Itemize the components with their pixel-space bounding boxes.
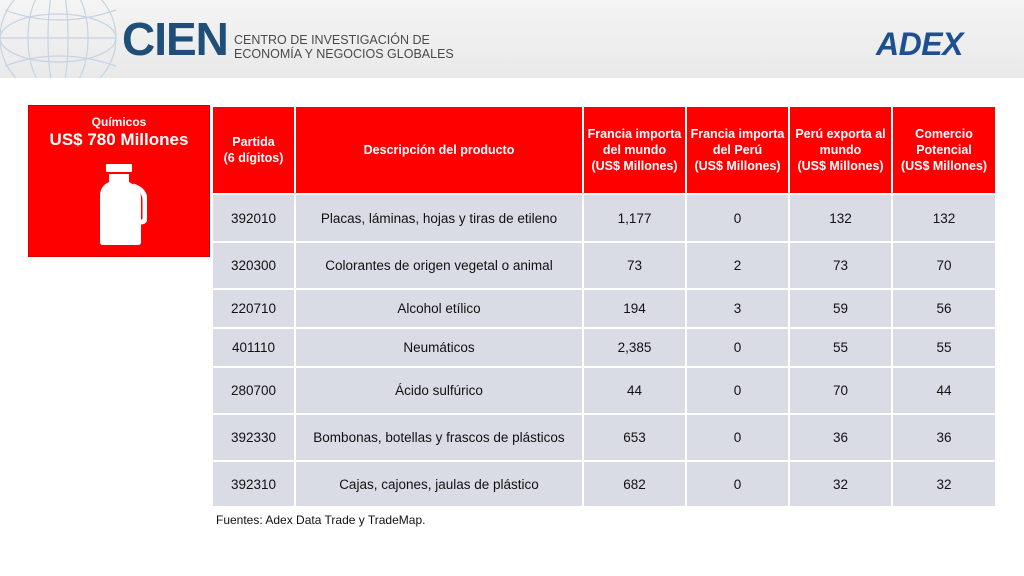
cell-peru-mundo: 70: [789, 367, 892, 414]
cell-francia-mundo: 1,177: [583, 194, 686, 242]
header-peru-mundo-line2: mundo: [819, 143, 862, 157]
cell-partida: 392010: [212, 194, 295, 242]
header-descripcion: [295, 106, 583, 194]
table-row: [212, 328, 996, 367]
table-row: [212, 461, 996, 507]
cell-partida: 320300: [212, 242, 295, 289]
cell-francia-peru: 2: [686, 242, 789, 289]
cell-descripcion: Cajas, cajones, jaulas de plástico: [295, 461, 583, 507]
cien-subtitle: [234, 33, 454, 61]
header-comercio-line3: (US$ Millones): [900, 159, 988, 173]
cell-descripcion: Neumáticos: [295, 328, 583, 367]
cien-subtitle-line2: ECONOMÍA Y NEGOCIOS GLOBALES: [234, 47, 454, 61]
cell-francia-peru: 0: [686, 414, 789, 461]
cell-descripcion: Alcohol etílico: [295, 289, 583, 328]
cell-francia-mundo: 653: [583, 414, 686, 461]
source-note: Fuentes: Adex Data Trade y TradeMap.: [216, 513, 426, 527]
cell-comercio: 132: [892, 194, 996, 242]
table-header-row: [212, 106, 996, 194]
header-francia-peru-line3: (US$ Millones): [694, 159, 781, 173]
cell-descripcion: Colorantes de origen vegetal o animal: [295, 242, 583, 289]
cien-logo: CIEN: [122, 13, 228, 65]
header-peru-mundo-line3: (US$ Millones): [797, 159, 884, 173]
table-row: [212, 242, 996, 289]
cell-peru-mundo: 73: [789, 242, 892, 289]
cell-francia-peru: 0: [686, 328, 789, 367]
header-francia-mundo-line1: Francia importa: [587, 127, 682, 141]
header-francia-mundo-line3: (US$ Millones): [591, 159, 678, 173]
sector-card: [28, 105, 210, 257]
cell-peru-mundo: 32: [789, 461, 892, 507]
header-peru-mundo: [789, 106, 892, 194]
header-francia-peru-line1: Francia importa: [690, 127, 785, 141]
table-row: [212, 414, 996, 461]
product-table: [211, 105, 997, 508]
sector-title: Químicos: [91, 115, 147, 129]
table-row: [212, 289, 996, 328]
cell-peru-mundo: 36: [789, 414, 892, 461]
header-francia-mundo-line2: del mundo: [602, 143, 667, 157]
cell-comercio: 36: [892, 414, 996, 461]
cell-francia-peru: 3: [686, 289, 789, 328]
cell-comercio: 55: [892, 328, 996, 367]
header-partida-line1: Partida: [232, 135, 275, 149]
header-comercio-line2: Potencial: [916, 143, 972, 157]
cell-francia-peru: 0: [686, 461, 789, 507]
cell-descripcion: Ácido sulfúrico: [295, 367, 583, 414]
cell-peru-mundo: 59: [789, 289, 892, 328]
cell-francia-peru: 0: [686, 194, 789, 242]
cell-comercio: 56: [892, 289, 996, 328]
cell-francia-mundo: 2,385: [583, 328, 686, 367]
cell-francia-mundo: 682: [583, 461, 686, 507]
cell-partida: 220710: [212, 289, 295, 328]
sector-amount: US$ 780 Millones: [49, 130, 189, 149]
cell-comercio: 70: [892, 242, 996, 289]
cell-partida: 392310: [212, 461, 295, 507]
header-francia-mundo: [583, 106, 686, 194]
header-francia-peru: [686, 106, 789, 194]
cell-francia-mundo: 194: [583, 289, 686, 328]
chemical-bottle-icon: [97, 162, 147, 246]
header-band: [0, 0, 1024, 78]
cell-descripcion: Placas, láminas, hojas y tiras de etileno: [295, 194, 583, 242]
cell-partida: 392330: [212, 414, 295, 461]
header-peru-mundo-line1: Perú exporta al: [795, 127, 886, 141]
cell-francia-mundo: 44: [583, 367, 686, 414]
cell-peru-mundo: 132: [789, 194, 892, 242]
cien-subtitle-line1: CENTRO DE INVESTIGACIÓN DE: [234, 33, 430, 47]
header-descripcion-line1: Descripción del producto: [363, 143, 515, 157]
header-francia-peru-line2: del Perú: [712, 143, 763, 157]
cell-partida: 401110: [212, 328, 295, 367]
cell-francia-mundo: 73: [583, 242, 686, 289]
cell-francia-peru: 0: [686, 367, 789, 414]
cell-partida: 280700: [212, 367, 295, 414]
table-row: [212, 194, 996, 242]
globe-icon: [0, 0, 130, 78]
header-partida-line2: (6 dígitos): [223, 151, 284, 165]
header-partida: [212, 106, 295, 194]
adex-logo: ADEX: [876, 26, 963, 62]
cell-comercio: 44: [892, 367, 996, 414]
cell-comercio: 32: [892, 461, 996, 507]
cell-peru-mundo: 55: [789, 328, 892, 367]
cell-descripcion: Bombonas, botellas y frascos de plásticos: [295, 414, 583, 461]
header-comercio: [892, 106, 996, 194]
table-row: [212, 367, 996, 414]
header-comercio-line1: Comercio: [915, 127, 973, 141]
